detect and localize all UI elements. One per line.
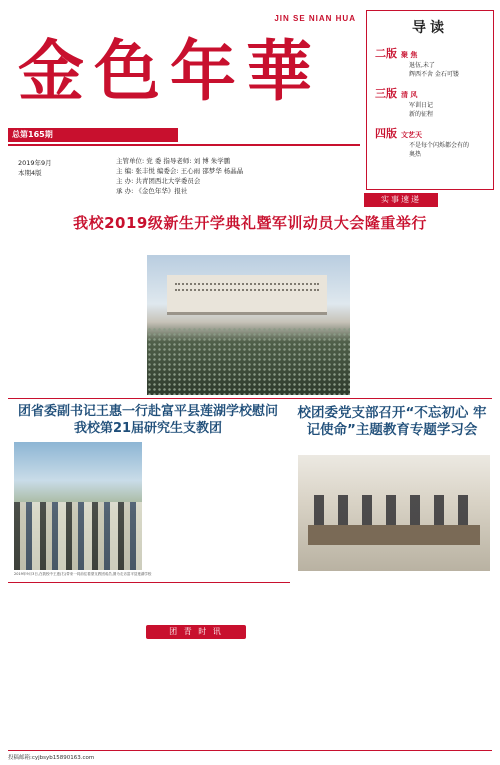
guide-label: 清 风 (401, 91, 418, 99)
publication-date-block (18, 158, 52, 178)
people-group (14, 502, 142, 570)
article-body (14, 240, 140, 395)
logo-char: 色 (94, 32, 160, 110)
news-ribbon: 团 青 时 讯 (146, 625, 246, 639)
guide-line: 辉西不舍 金石可镂 (409, 71, 459, 78)
headline-main[interactable]: 我校2019级新生开学典礼暨军训动员大会隆重举行 (73, 214, 427, 232)
newspaper-logo (18, 30, 312, 112)
meeting-attendees (314, 495, 474, 529)
article-text-placeholder (14, 240, 140, 246)
visit-photo (14, 442, 142, 570)
masthead-divider (8, 144, 360, 146)
photo-caption: 2019年9月3日,在我校中王惠(右)带来一同前往看望支教团成员,图为走访富平县莲湖学校 (14, 572, 152, 576)
logo-char: 華 (246, 32, 312, 110)
guide-label: 聚 焦 (401, 51, 418, 59)
headline-secondary[interactable]: 团省委副书记王惠一行赴富平县莲湖学校慰问我校第21届研究生支教团 (17, 404, 278, 436)
guide-item[interactable] (375, 45, 485, 79)
issue-number: 总第165期 (8, 128, 178, 142)
building (167, 275, 327, 315)
guide-line: 奥热 (409, 151, 422, 158)
ceremony-photo (147, 255, 350, 395)
staff-row: 主 编: 张丰悦 编委会: 王心雨 邵梦华 杨晶晶 (116, 167, 244, 175)
guide-item[interactable] (375, 85, 485, 119)
guide-line: 新的征程 (409, 111, 434, 118)
masthead (8, 10, 360, 152)
logo-char: 年 (170, 32, 236, 110)
guide-version: 四版 (375, 127, 397, 140)
guide-item[interactable] (375, 125, 485, 159)
edition-count: 本期4版 (18, 169, 42, 177)
publication-info (8, 156, 360, 196)
guide-version: 二版 (375, 47, 397, 60)
masthead-pinyin: JIN SE NIAN HUA (274, 14, 356, 23)
section-divider (8, 582, 290, 583)
staff-row: 承 办: 《金色年华》报社 (116, 187, 188, 195)
staff-row: 主 办: 共青团西北大学委员会 (116, 177, 201, 185)
section-divider (8, 398, 492, 399)
guide-title: 导读 (412, 20, 448, 36)
article-body (356, 240, 490, 395)
student-crowd (147, 327, 350, 395)
meeting-photo (298, 455, 490, 571)
guide-line: 退伍,未了 (409, 62, 435, 69)
staff-row: 主管单位: 党 委 指导老师: 刘 博 朱学鹏 (116, 157, 231, 165)
guide-line: 军训日记 (409, 102, 434, 109)
guide-box (366, 10, 494, 190)
footer-email[interactable]: 投稿邮箱:cyjbsyb15890163.com (8, 750, 492, 762)
guide-label: 文艺天 (401, 131, 422, 139)
article-text-placeholder (356, 240, 490, 246)
logo-char: 金 (18, 32, 84, 110)
headline-tertiary[interactable]: 校团委党支部召开“不忘初心 牢记使命”主题教育专题学习会 (297, 405, 487, 438)
guide-version: 三版 (375, 87, 397, 100)
guide-line: 不是每个闪烁都会有的 (409, 142, 470, 149)
staff-list (116, 156, 243, 196)
publication-date: 2019年9月 (18, 159, 52, 167)
meeting-table (308, 525, 480, 545)
section-tag: 实事速递 (364, 193, 438, 207)
